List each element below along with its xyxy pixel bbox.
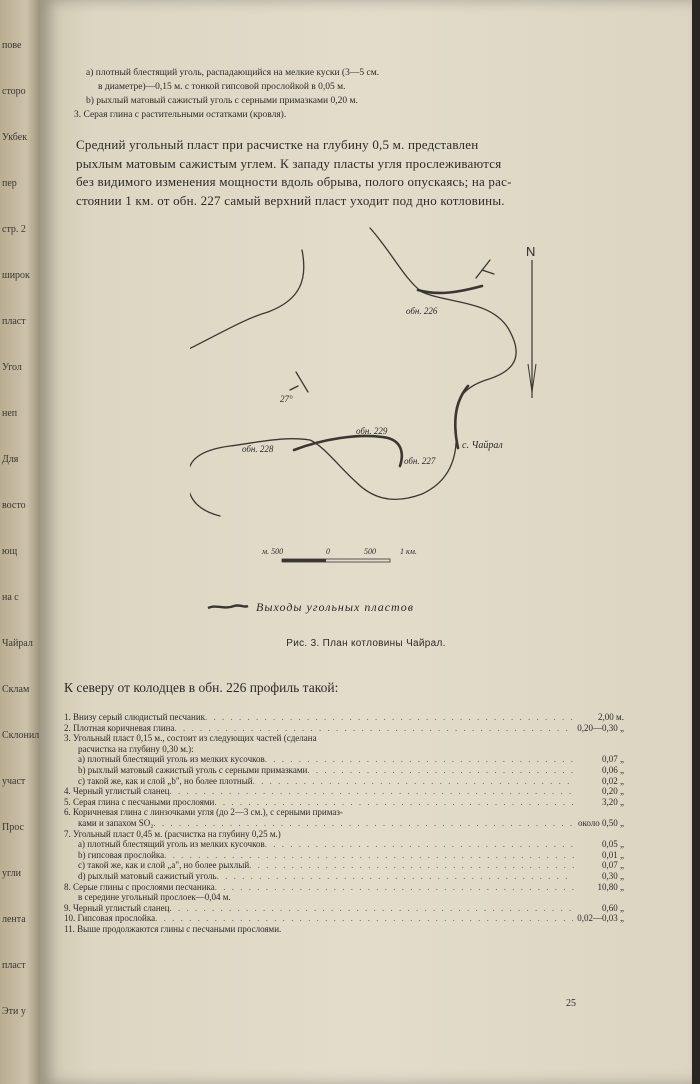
leader-dots bbox=[169, 786, 574, 797]
profile-row bbox=[64, 913, 624, 924]
leader-dots bbox=[153, 818, 574, 829]
adjacent-page-text: пласт bbox=[2, 316, 26, 327]
legend bbox=[208, 600, 414, 614]
adjacent-page-text: лента bbox=[2, 914, 26, 925]
profile-row-label: 1. Внизу серый слюдистый песчаник bbox=[64, 712, 206, 722]
profile-row-value: 10,80 „ bbox=[597, 881, 624, 892]
adjacent-page-text: стр. 2 bbox=[2, 224, 26, 235]
profile-row bbox=[64, 776, 624, 787]
profile-row-label: 2. Плотная коричневая глина bbox=[64, 722, 175, 733]
profile-row bbox=[64, 860, 624, 871]
profile-row-value: 3,20 „ bbox=[602, 796, 624, 807]
leader-dots bbox=[265, 754, 574, 765]
profile-row bbox=[64, 818, 624, 829]
profile-row-label: 7. Угольный пласт 0,45 м. (расчистка на глубину 0,25 м.) bbox=[64, 828, 281, 839]
list-item: 3. Серая глина с растительными остатками (кровля). bbox=[74, 110, 287, 120]
profile-row bbox=[64, 924, 624, 935]
adjacent-page-text: широк bbox=[2, 270, 30, 281]
profile-row-value: 0,02 „ bbox=[602, 775, 624, 786]
adjacent-page-text: ющ bbox=[2, 546, 18, 557]
profile-row-value: около 0,50 „ bbox=[577, 817, 624, 828]
profile-row-label: 10. Гипсовая прослойка bbox=[64, 913, 156, 924]
profile-row-label: b) рыхлый матовый сажистый уголь с серными примазками bbox=[78, 764, 308, 775]
figure-caption: Рис. 3. План котловины Чайрал. bbox=[286, 638, 446, 649]
label-obn-229: обн. 229 bbox=[356, 426, 388, 436]
profile-row bbox=[64, 829, 624, 840]
profile-row-label: b) гипсовая прослойка bbox=[78, 849, 165, 860]
profile-list bbox=[64, 712, 624, 934]
list-item: в диаметре)—0,15 м. с тонкой гипсовой прослойкой в 0,05 м. bbox=[98, 82, 346, 92]
profile-row-label: 11. Выше продолжаются глины с песчаными прослоями. bbox=[64, 923, 282, 934]
profile-row bbox=[64, 723, 624, 734]
profile-row bbox=[64, 744, 624, 755]
label-dip: 27° bbox=[280, 394, 293, 404]
profile-row bbox=[64, 903, 624, 914]
basin-map bbox=[190, 220, 670, 640]
adjacent-page-text: угли bbox=[2, 868, 21, 879]
scale-bar bbox=[261, 547, 417, 562]
profile-row-value: 0,05 „ bbox=[602, 839, 624, 850]
profile-row bbox=[64, 807, 624, 818]
leader-dots bbox=[169, 903, 574, 914]
profile-row-value: 2,00 м. bbox=[598, 712, 624, 722]
leader-dots bbox=[307, 765, 574, 776]
dip-mark bbox=[290, 372, 308, 392]
leader-dots bbox=[174, 723, 573, 734]
label-obn-227: обн. 227 bbox=[404, 456, 436, 466]
profile-row-value: 0,20—0,30 „ bbox=[577, 722, 624, 733]
profile-row bbox=[64, 786, 624, 797]
legend-label: Выходы угольных пластов bbox=[256, 600, 414, 614]
profile-row-label: 4. Черный углистый сланец bbox=[64, 786, 170, 797]
coal-outcrop-east bbox=[455, 386, 468, 448]
legend-swatch bbox=[208, 605, 248, 608]
leader-dots bbox=[217, 871, 574, 882]
label-obn-228: обн. 228 bbox=[242, 444, 274, 454]
leader-dots bbox=[214, 797, 574, 808]
scale-label-mid: 500 bbox=[364, 547, 376, 556]
profile-row-value: 0,06 „ bbox=[602, 764, 624, 775]
adjacent-page-text: восто bbox=[2, 500, 26, 511]
profile-row-value: 0,02—0,03 „ bbox=[577, 913, 624, 924]
label-chairal: с. Чайрал bbox=[462, 440, 503, 451]
paragraph-line: Средний угольный пласт при расчистке на глубину 0,5 м. представлен bbox=[76, 137, 479, 152]
adjacent-page-text: Чайрал bbox=[2, 638, 33, 649]
paragraph-line: стоянии 1 км. от обн. 227 самый верхний пласт уходит под дно котловины. bbox=[76, 192, 505, 208]
profile-row bbox=[64, 850, 624, 861]
adjacent-page-text: неп bbox=[2, 408, 18, 419]
profile-row bbox=[64, 754, 624, 765]
coal-outcrop-north bbox=[418, 286, 482, 293]
adjacent-page-text: Прос bbox=[2, 822, 24, 833]
profile-row bbox=[64, 765, 624, 776]
list-item: b) рыхлый матовый сажистый уголь с серными примазками 0,20 м. bbox=[86, 96, 358, 106]
profile-row-label: с) такой же, как и слой „b", но более плотный bbox=[78, 775, 253, 786]
label-obn-226: обн. 226 bbox=[406, 306, 438, 316]
adjacent-page-text: Угол bbox=[2, 362, 22, 373]
leader-dots bbox=[164, 850, 574, 861]
leader-dots bbox=[265, 839, 574, 850]
profile-row-value: 0,60 „ bbox=[602, 902, 624, 913]
adjacent-page-text: сторо bbox=[2, 86, 26, 97]
profile-row bbox=[64, 882, 624, 893]
adjacent-page-text: участ bbox=[2, 776, 26, 787]
adjacent-page-text: Для bbox=[2, 454, 19, 465]
adjacent-page-edge bbox=[0, 0, 44, 1084]
adjacent-page-text: Склам bbox=[2, 684, 30, 695]
scale-label-right: 1 км. bbox=[400, 547, 417, 556]
scale-label-zero: 0 bbox=[326, 547, 330, 556]
adjacent-page-text: Укбек bbox=[2, 132, 28, 143]
profile-row-label: d) рыхлый матовый сажистый уголь bbox=[78, 870, 217, 881]
adjacent-page-text: Склонил bbox=[2, 730, 40, 741]
adjacent-page-text: Эти у bbox=[2, 1006, 26, 1017]
north-label: N bbox=[526, 244, 536, 259]
profile-row bbox=[64, 871, 624, 882]
north-arrow bbox=[526, 244, 536, 398]
profile-row-value: 0,01 „ bbox=[602, 849, 624, 860]
profile-row-label: 3. Угольный пласт 0,15 м., состоит из следующих частей (сделана bbox=[64, 733, 317, 744]
profile-row-label: а) плотный блестящий уголь из мелких кусочков bbox=[78, 839, 265, 850]
leader-dots bbox=[249, 860, 574, 871]
profile-row-label: 8. Серые глины с прослоями песчаника bbox=[64, 881, 215, 892]
stream-mark bbox=[476, 260, 494, 278]
section-lead: К северу от колодцев в обн. 226 профиль такой: bbox=[64, 680, 339, 695]
profile-row-value: 0,20 „ bbox=[602, 786, 624, 797]
adjacent-page-text: пове bbox=[2, 40, 22, 51]
profile-row bbox=[64, 797, 624, 808]
profile-row-label: 5. Серая глина с песчаными прослоями bbox=[64, 796, 215, 807]
profile-row-value: 0,07 „ bbox=[602, 754, 624, 765]
leader-dots bbox=[215, 882, 574, 893]
profile-row-value: 0,07 „ bbox=[602, 860, 624, 871]
river-north-upper bbox=[190, 250, 304, 368]
profile-row bbox=[64, 733, 624, 744]
profile-row-label: 9. Черный углистый сланец bbox=[64, 902, 170, 913]
profile-row bbox=[64, 712, 624, 723]
adjacent-page-text: пласт bbox=[2, 960, 26, 971]
paragraph-line: рыхлым матовым сажистым углем. К западу пласты угля прослеживаются bbox=[76, 155, 502, 171]
body-paragraph bbox=[76, 136, 636, 210]
basin-outline bbox=[190, 228, 516, 516]
profile-row-value: 0,30 „ bbox=[602, 870, 624, 881]
leader-dots bbox=[155, 913, 573, 924]
profile-row-label: 6. Коричневая глина с линзочками угля (до 2—3 см.), с серными примаз- bbox=[64, 807, 343, 818]
profile-row-label: а) плотный блестящий уголь из мелких кусочков bbox=[78, 754, 265, 765]
profile-row bbox=[64, 839, 624, 850]
profile-row-label: расчистка на глубину 0,30 м.): bbox=[78, 743, 194, 754]
page-number: 25 bbox=[566, 998, 576, 1009]
leader-dots bbox=[205, 712, 574, 723]
profile-row-label: с) такой же, как и слой „а", но более рыхлый bbox=[78, 860, 250, 871]
book-page bbox=[40, 0, 692, 1084]
top-layer-list bbox=[74, 66, 634, 122]
paragraph-line: без видимого изменения мощности вдоль обрыва, полого опускаясь; на рас- bbox=[76, 174, 512, 189]
adjacent-page-text: пер bbox=[2, 178, 17, 189]
scale-label-left: м. 500 bbox=[262, 547, 284, 556]
profile-row bbox=[64, 892, 624, 903]
list-item: а) плотный блестящий уголь, распадающийся на мелкие куски (3—5 см. bbox=[86, 68, 380, 78]
profile-row-label: ками и запахом SO₂ bbox=[78, 817, 154, 828]
leader-dots bbox=[253, 776, 574, 787]
profile-row-label: в середине угольный прослоек—0,04 м. bbox=[78, 892, 231, 903]
adjacent-page-text: на с bbox=[2, 592, 19, 603]
